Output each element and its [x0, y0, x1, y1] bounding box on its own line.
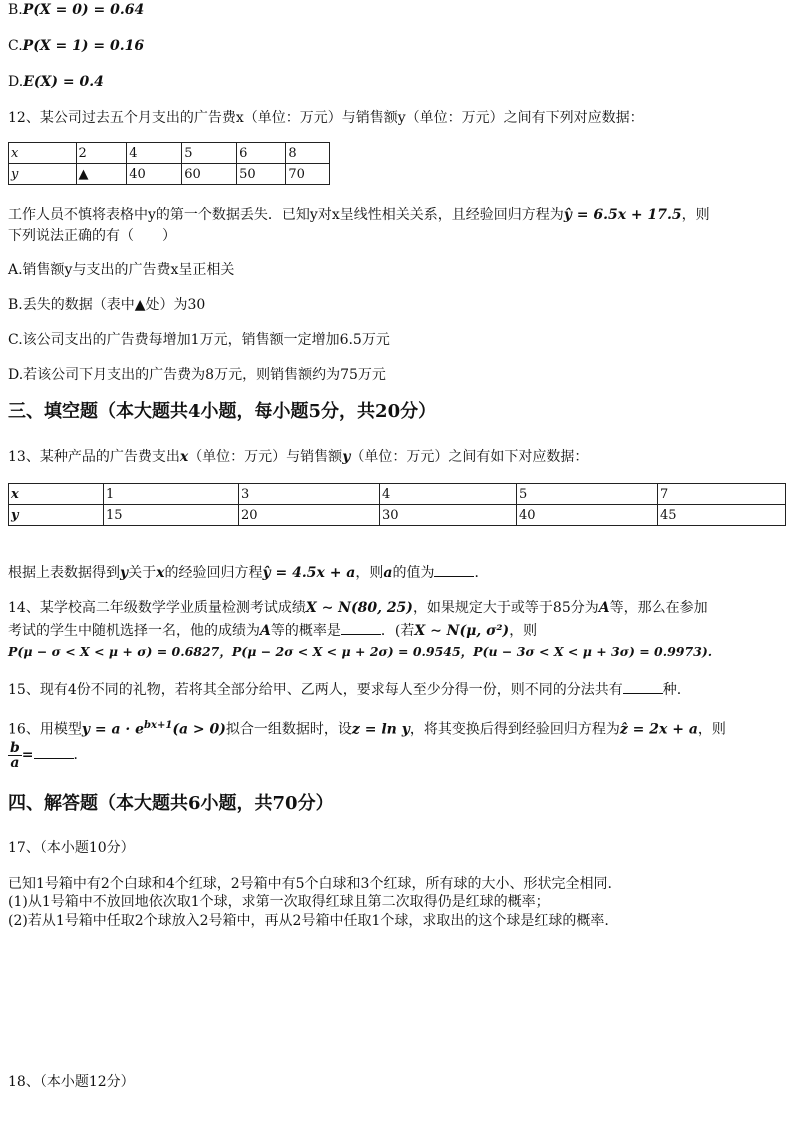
q12-table — [8, 142, 330, 185]
option-math: P(X = 0) = 0.64 — [22, 2, 145, 18]
q13-var: x — [156, 565, 165, 581]
q14-text: 14、某学校高二年级数学学业质量检测考试成绩 — [8, 600, 306, 616]
table-cell: 4 — [380, 484, 517, 505]
q16-text: 16、用模型 — [8, 721, 82, 738]
option-label: D. — [8, 74, 24, 90]
table-row — [9, 164, 330, 185]
table-cell: 1 — [104, 484, 239, 505]
q16-equation: ẑ = 2x + a — [619, 721, 698, 738]
table-cell: 70 — [286, 164, 330, 185]
q13-equation: ŷ = 4.5x + a — [262, 565, 356, 581]
q15 — [8, 679, 681, 700]
table-cell: x — [9, 143, 77, 164]
q12-text-line1 — [8, 205, 710, 225]
table-cell: 8 — [286, 143, 330, 164]
q12-stem: 12、某公司过去五个月支出的广告费x（单位：万元）与销售额y（单位：万元）之间有下列对应数据： — [8, 110, 644, 126]
q18-header: 18、（本小题12分） — [8, 1074, 135, 1090]
q13-text: 13、某种产品的广告费支出 — [8, 449, 180, 465]
q14-math: X ∼ N(80, 25) — [305, 600, 413, 616]
table-row — [9, 484, 786, 505]
q13-text: 的值为 — [392, 565, 435, 581]
q16-math: y = a · e — [81, 721, 145, 738]
section-heading-4: 四、解答题（本大题共6小题，共70分） — [8, 793, 334, 814]
q16-exponent: bx+1 — [144, 720, 173, 731]
q12-text-end: ，则 — [681, 207, 710, 223]
q16-math: z = ln y — [351, 721, 410, 738]
q16-text: ． — [73, 747, 88, 763]
fraction-b-over-a — [8, 741, 22, 770]
q13-var: y — [120, 565, 129, 581]
q13-text: （单位：万元）与销售额 — [188, 449, 343, 465]
q12-option-d: D.若该公司下月支出的广告费为8万元，则销售额约为75万元 — [8, 367, 386, 383]
q14-var: A — [598, 600, 610, 616]
q13-text: 根据上表数据得到 — [8, 565, 120, 581]
table-cell: 40 — [517, 505, 658, 526]
q14-text: 等，那么在参加 — [609, 600, 708, 616]
q12-equation: ŷ = 6.5x + 17.5 — [563, 207, 682, 223]
q12-option-a: A.销售额y与支出的广告费x呈正相关 — [8, 262, 235, 278]
table-cell: 4 — [127, 143, 182, 164]
q14-line2 — [8, 620, 537, 641]
q14-line1 — [8, 598, 708, 618]
table-cell: 45 — [658, 505, 786, 526]
q12-text: 工作人员不慎将表格中y的第一个数据丢失．已知y对x呈线性相关关系，且经验回归方程为 — [8, 207, 564, 223]
q14-line3 — [8, 642, 712, 662]
q13-question — [8, 562, 488, 583]
q13-text: （单位：万元）之间有如下对应数据： — [350, 449, 589, 465]
q14-math: X ∼ N(μ, σ²) — [414, 623, 510, 639]
q17-line: (2)若从1号箱中任取2个球放入2号箱中，再从2号箱中任取1个球，求取出的这个球是红球的概率. — [8, 913, 609, 929]
q14-math: P(μ − σ < X < μ + σ) = 0.6827，P(μ − 2σ < X < μ + 2σ) = 0.9545，P(u − 3σ < X < μ + 3σ) = 0.9973). — [8, 644, 713, 659]
q13-text: 关于 — [128, 565, 157, 581]
option-d — [8, 72, 104, 92]
option-label: C. — [8, 38, 23, 54]
table-cell: ▲ — [76, 164, 127, 185]
q16-equals: = — [21, 747, 34, 763]
q12-option-c: C.该公司支出的广告费每增加1万元，销售额一定增加6.5万元 — [8, 332, 390, 348]
option-c — [8, 36, 144, 56]
table-cell: y — [9, 164, 77, 185]
answer-blank — [623, 679, 663, 694]
option-math: P(X = 1) = 0.16 — [22, 38, 145, 54]
q16-math: (a > 0) — [172, 721, 226, 738]
q13-text: ． — [474, 565, 489, 581]
table-cell: 15 — [104, 505, 239, 526]
table-cell: 60 — [182, 164, 237, 185]
q16-text: 拟合一组数据时，设 — [225, 721, 352, 738]
q16-text: ，将其变换后得到经验回归方程为 — [409, 721, 620, 738]
option-math: E(X) = 0.4 — [23, 74, 104, 90]
q16-line2 — [8, 740, 88, 770]
q15-text: 15、现有4份不同的礼物，若将其全部分给甲、乙两人，要求每人至少分得一份，则不同的分法共有 — [8, 682, 623, 698]
table-cell: 3 — [239, 484, 380, 505]
table-row — [9, 505, 786, 526]
answer-blank — [434, 562, 474, 577]
answer-blank — [34, 744, 74, 759]
q17-line: (1)从1号箱中不放回地依次取1个球，求第一次取得红球且第二次取得仍是红球的概率； — [8, 894, 550, 910]
q12-option-b: B.丢失的数据（表中▲处）为30 — [8, 297, 206, 313]
option-label: B. — [8, 2, 23, 18]
table-cell: x — [9, 484, 104, 505]
fraction-denominator: a — [10, 754, 20, 771]
q14-text: 考试的学生中随机选择一名，他的成绩为 — [8, 623, 260, 639]
q13-text: 的经验回归方程 — [164, 565, 263, 581]
q17-line: 已知1号箱中有2个白球和4个红球，2号箱中有5个白球和3个红球，所有球的大小、形状完全相同. — [8, 876, 612, 892]
q12-text-line2: 下列说法正确的有（ ） — [8, 228, 176, 244]
q16-text: ，则 — [697, 721, 726, 738]
table-cell: 20 — [239, 505, 380, 526]
table-cell: 50 — [237, 164, 286, 185]
section-heading-3: 三、填空题（本大题共4小题，每小题5分，共20分） — [8, 401, 437, 422]
q14-text: ，如果规定大于或等于85分为 — [412, 600, 599, 616]
q14-var: A — [260, 623, 271, 639]
q14-text: 等的概率是 — [270, 623, 341, 639]
q17-header: 17、（本小题10分） — [8, 840, 135, 856]
q14-text: ，则 — [509, 623, 538, 639]
option-b — [8, 0, 144, 20]
q13-text: ，则 — [355, 565, 384, 581]
q14-text: ．(若 — [380, 623, 415, 639]
fraction-numerator: b — [10, 739, 20, 756]
table-cell: y — [9, 505, 104, 526]
table-cell: 30 — [380, 505, 517, 526]
answer-blank — [341, 620, 381, 635]
q13-table — [8, 483, 786, 526]
table-cell: 5 — [182, 143, 237, 164]
table-cell: 40 — [127, 164, 182, 185]
table-cell: 6 — [237, 143, 286, 164]
q13-stem — [8, 447, 588, 467]
q13-var: a — [383, 565, 393, 581]
table-cell: 7 — [658, 484, 786, 505]
q13-var: x — [179, 449, 189, 465]
q15-text: 种. — [662, 682, 682, 698]
table-cell: 5 — [517, 484, 658, 505]
q13-var: y — [342, 449, 351, 465]
table-row — [9, 143, 330, 164]
q16-line1 — [8, 716, 726, 740]
table-cell: 2 — [76, 143, 127, 164]
